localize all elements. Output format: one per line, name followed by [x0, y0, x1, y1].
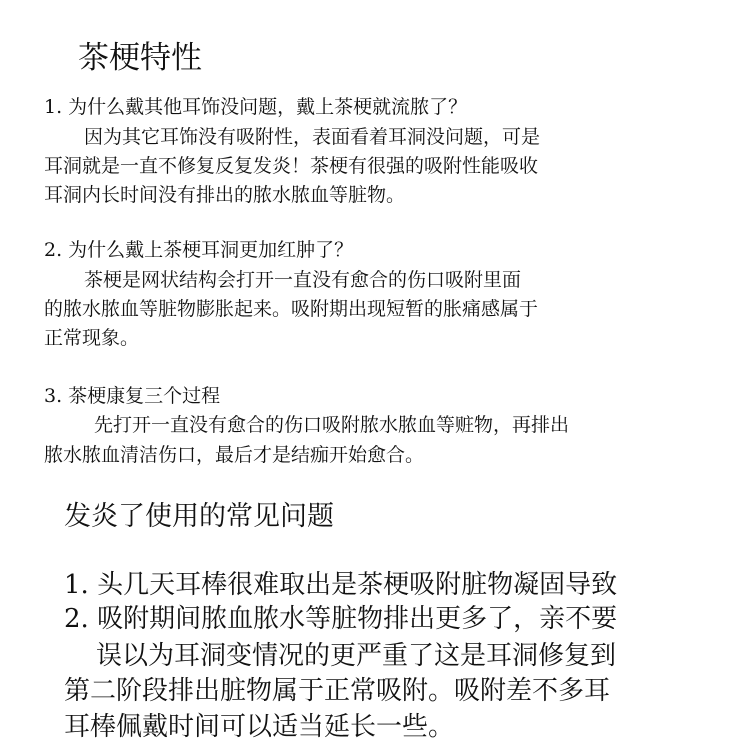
question-3: 3. 茶梗康复三个过程	[44, 385, 221, 407]
problem-line-4: 第二阶段排出脏物属于正常吸附。吸附差不多耳	[64, 676, 611, 706]
answer-1-line-1: 因为其它耳饰没有吸附性，表面看着耳洞没问题，可是	[84, 126, 541, 148]
question-2: 2. 为什么戴上茶梗耳洞更加红肿了？	[44, 239, 354, 261]
answer-3-line-2: 脓水脓血清洁伤口，最后才是结痂开始愈合。	[44, 444, 425, 466]
problem-line-3: 误以为耳洞变情况的更严重了这是耳洞修复到	[96, 641, 617, 671]
answer-2-line-1: 茶梗是网状结构会打开一直没有愈合的伤口吸附里面	[84, 269, 522, 291]
problem-line-1: 1. 头几天耳棒很难取出是茶梗吸附脏物凝固导致	[64, 570, 618, 600]
problem-line-5: 耳棒佩戴时间可以适当延长一些。	[64, 712, 455, 742]
answer-3-line-1: 先打开一直没有愈合的伤口吸附脓水脓血等赃物，再排出	[94, 414, 570, 436]
answer-1-line-3: 耳洞内长时间没有排出的脓水脓血等脏物。	[44, 184, 406, 206]
question-1: 1. 为什么戴其他耳饰没问题，戴上茶梗就流脓了？	[44, 96, 468, 118]
answer-1-line-2: 耳洞就是一直不修复反复发炎！茶梗有很强的吸附性能吸收	[44, 155, 539, 177]
section-title-common-problems: 发炎了使用的常见问题	[64, 501, 334, 532]
section-title-tea-stem-features: 茶梗特性	[78, 40, 202, 76]
answer-2-line-3: 正常现象。	[44, 327, 140, 349]
problem-line-2: 2. 吸附期间脓血脓水等脏物排出更多了，亲不要	[64, 604, 618, 634]
answer-2-line-2: 的脓水脓血等脏物膨胀起来。吸附期出现短暂的胀痛感属于	[44, 298, 539, 320]
